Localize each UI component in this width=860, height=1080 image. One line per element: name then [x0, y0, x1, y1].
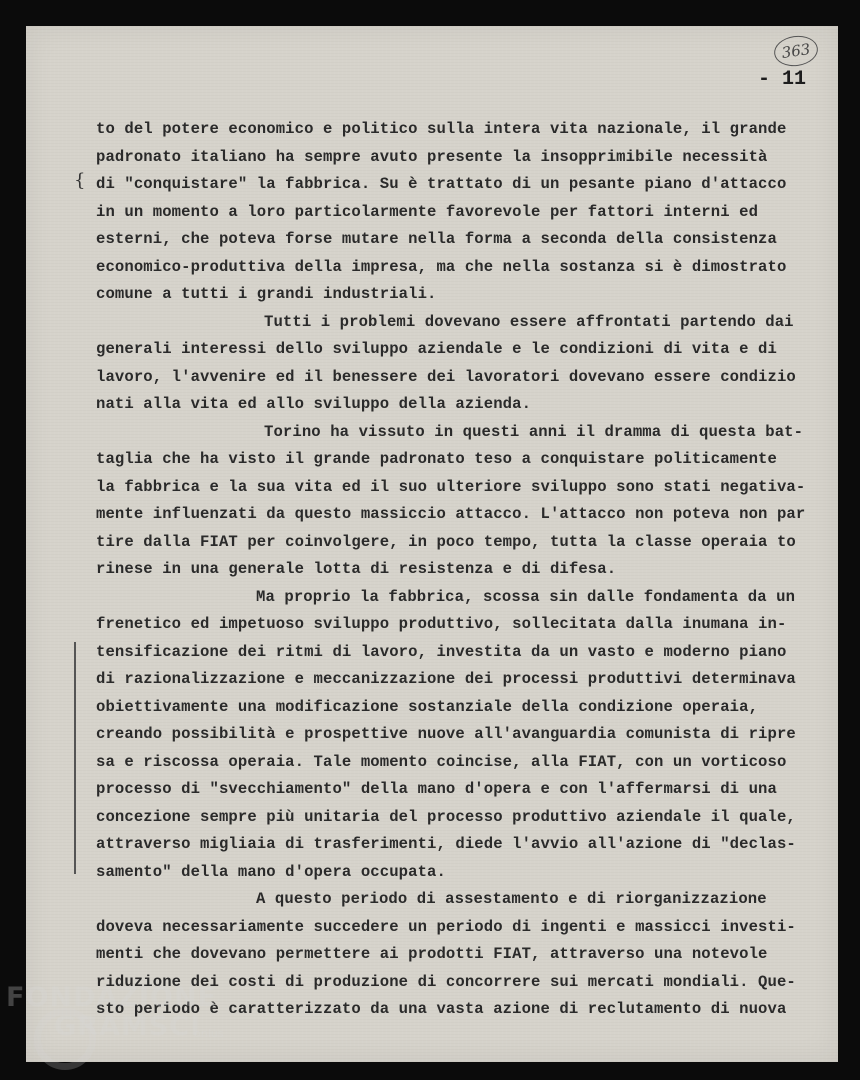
text-line: comune a tutti i grandi industriali. [96, 285, 437, 303]
paragraph-first-line: Tutti i problemi dovevano essere affrontati partendo dai [264, 312, 794, 331]
margin-annotation-line [74, 642, 76, 874]
text-line: sto periodo è caratterizzato da una vasta azione di reclutamento di nuova [96, 1000, 787, 1018]
margin-annotation-mark: { [74, 170, 86, 191]
text-line: sa e riscossa operaia. Tale momento coincise, alla FIAT, con un vorticoso [96, 752, 787, 771]
text-line: frenetico ed impetuoso sviluppo produttivo, sollecitata dalla inumana in- [96, 615, 787, 633]
text-line: concezione sempre più unitaria del processo produttivo aziendale il quale, [96, 807, 796, 826]
watermark-line1: FONDAZIONE [6, 982, 217, 1013]
text-line: mente influenzati da questo massiccio attacco. L'attacco non poteva non par [96, 505, 806, 523]
watermark [6, 982, 224, 1042]
text-line: tensificazione dei ritmi di lavoro, investita da un vasto e moderno piano [96, 642, 787, 661]
archive-stamp-number: 363 [772, 33, 820, 69]
text-line: to del potere economico e politico sulla intera vita nazionale, il grande [96, 120, 787, 138]
text-line: di razionalizzazione e meccanizzazione dei processi produttivi determinava [96, 670, 796, 688]
text-line: samento" della mano d'opera occupata. [96, 862, 446, 881]
text-line: esterni, che poteva forse mutare nella forma a seconda della consistenza [96, 230, 777, 248]
text-line: generali interessi dello sviluppo aziendale e le condizioni di vita e di [96, 340, 777, 358]
text-line: la fabbrica e la sua vita ed il suo ulteriore sviluppo sono stati negativa- [96, 477, 806, 496]
text-line: padronato italiano ha sempre avuto presente la insopprimibile necessità [96, 147, 768, 166]
text-line: lavoro, l'avvenire ed il benessere dei lavoratori dovevano essere condizio [96, 367, 796, 386]
text-line: in un momento a loro particolarmente favorevole per fattori interni ed [96, 202, 759, 221]
text-line: rinese in una generale lotta di resistenza e di difesa. [96, 560, 617, 578]
paragraph-first-line: A questo periodo di assestamento e di riorganizzazione [256, 890, 767, 908]
text-line: menti che dovevano permettere ai prodotti FIAT, attraverso una notevole [96, 945, 768, 963]
text-line: processo di "svecchiamento" della mano d'opera e con l'affermarsi di una [96, 780, 777, 798]
watermark-suffix: onlus [194, 1027, 224, 1040]
page-number: - 11 [758, 68, 807, 91]
text-line: obiettivamente una modificazione sostanziale della condizione operaia, [96, 697, 759, 716]
text-line: taglia che ha visto il grande padronato teso a conquistare politicamente [96, 450, 777, 468]
text-line: doveva necessariamente succedere un periodo di ingenti e massicci investi- [96, 917, 796, 936]
typewritten-text-body [96, 116, 816, 1024]
text-line: creando possibilità e prospettive nuove all'avanguardia comunista di ripre [96, 725, 796, 743]
text-line: nati alla vita ed allo sviluppo della azienda. [96, 395, 532, 413]
text-line: riduzione dei costi di produzione di concorrere sui mercati mondiali. Que- [96, 972, 796, 991]
text-line: attraverso migliaia di trasferimenti, diede l'avvio all'azione di "declas- [96, 835, 796, 853]
paragraph-first-line: Torino ha vissuto in questi anni il dramma di questa bat- [264, 422, 804, 441]
text-line: economico-produttiva della impresa, ma che nella sostanza si è dimostrato [96, 257, 787, 276]
paragraph-first-line: Ma proprio la fabbrica, scossa sin dalle fondamenta da un [256, 587, 796, 606]
text-line: tire dalla FIAT per coinvolgere, in poco tempo, tutta la classe operaia to [96, 532, 796, 551]
text-line: di "conquistare" la fabbrica. Su è trattato di un pesante piano d'attacco [96, 175, 787, 193]
watermark-line2: GRAMSCI [54, 1011, 202, 1042]
